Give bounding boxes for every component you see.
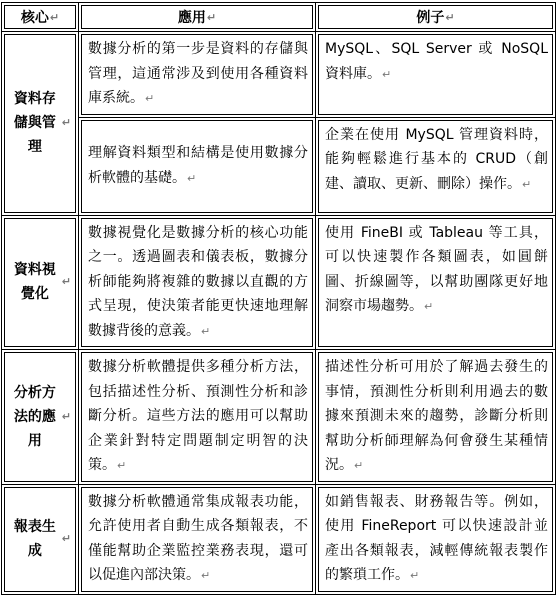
example-cell: 如銷售報表、財務報告等。例如，使用 FineReport 可以快速設計並產出各類報表，減輕傳統報表製作的繁瑣工作。↵: [318, 487, 553, 592]
paragraph-mark: ↵: [522, 177, 532, 191]
paragraph-mark: ↵: [61, 532, 71, 545]
paragraph-mark: ↵: [424, 300, 434, 313]
paragraph-mark: ↵: [206, 10, 217, 24]
example-cell: 使用 FineBI 或 Tableau 等工具，可以快速製作各類圖表，如圓餅圖、折線圖等，以幫助團隊更好地洞察市場趨勢。↵: [318, 218, 553, 348]
table-row: [2, 117, 556, 215]
core-cell: 分析方法的應用 ↵: [4, 352, 76, 482]
application-cell: 理解資料類型和結構是使用數據分析軟體的基礎。↵: [81, 120, 313, 213]
paragraph-mark: ↵: [445, 10, 455, 24]
content-table: [1, 2, 556, 595]
paragraph-mark: ↵: [49, 10, 60, 24]
table-row: [2, 215, 556, 350]
paragraph-mark: ↵: [61, 409, 71, 423]
application-cell: 數據分析的第一步是資料的存儲與管理，這通常涉及到使用各種資料庫系統。↵: [81, 34, 313, 115]
core-cell: 資料視覺化 ↵: [4, 218, 76, 348]
paragraph-mark: ↵: [145, 92, 155, 105]
header-example: 例子 ↵: [318, 5, 553, 29]
paragraph-mark: ↵: [187, 171, 197, 185]
example-cell: 描述性分析可用於了解過去發生的事情，預測性分析則利用過去的數據來預測未來的趨勢，診斷分析則幫助分析師理解為何會發生某種情況。↵: [318, 352, 553, 482]
header-core: 核心 ↵: [4, 5, 76, 29]
table-row: [2, 32, 556, 118]
table-row: [2, 350, 556, 485]
application-cell: 數據分析軟體通常集成報表功能，允許使用者自動生成各類報表，不僅能幫助企業監控業務表現，還可以促進內部決策。↵: [81, 487, 313, 592]
paragraph-mark: ↵: [354, 459, 364, 472]
table-row: [2, 484, 556, 594]
core-cell: 報表生成 ↵: [4, 487, 76, 592]
application-cell: 數據視覺化是數據分析的核心功能之一。透過圖表和儀表板，數據分析師能夠將複雜的數據以直觀的方式呈現，使決策者能更快速地理解數據背後的意義。↵: [81, 218, 313, 348]
example-cell: MySQL、SQL Server 或 NoSQL 資料庫。↵: [318, 34, 553, 115]
application-cell: 數據分析軟體提供多種分析方法，包括描述性分析、預測性分析和診斷分析。這些方法的應用可以幫助企業針對特定問題制定明智的決策。↵: [81, 352, 313, 482]
header-application: 應用 ↵: [81, 5, 313, 29]
paragraph-mark: ↵: [382, 67, 392, 81]
core-cell: 資料存儲與管理 ↵: [4, 34, 76, 213]
paragraph-mark: ↵: [410, 569, 420, 582]
example-cell: 企業在使用 MySQL 管理資料時，能夠輕鬆進行基本的 CRUD（創建、讀取、更新、刪除）操作。↵: [318, 120, 553, 213]
header-row: [2, 3, 556, 32]
paragraph-mark: ↵: [201, 324, 211, 338]
paragraph-mark: ↵: [117, 459, 127, 472]
paragraph-mark: ↵: [61, 116, 71, 130]
paragraph-mark: ↵: [61, 275, 71, 289]
paragraph-mark: ↵: [201, 569, 211, 582]
